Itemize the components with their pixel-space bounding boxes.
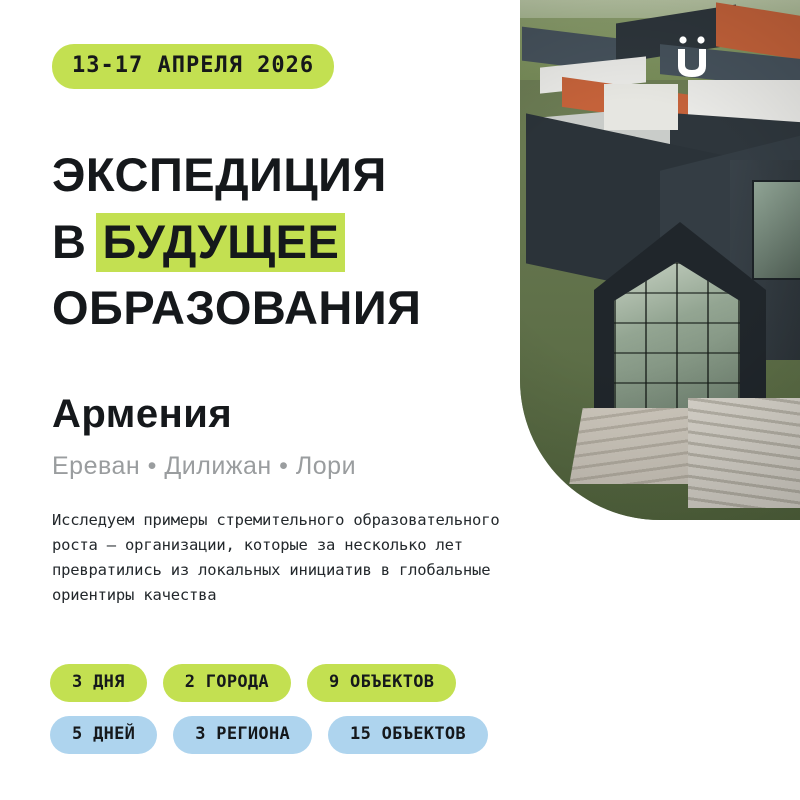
date-badge-label: 13-17 АПРЕЛЯ 2026	[72, 53, 315, 78]
side-window	[752, 180, 800, 280]
hero-photo	[520, 0, 800, 520]
headline-line-2	[52, 209, 502, 276]
stat-chip: 3 РЕГИОНА	[173, 716, 312, 754]
page-title	[52, 142, 502, 342]
stat-chip: 15 ОБЪЕКТОВ	[328, 716, 488, 754]
headline-line-3: ОБРАЗОВАНИЯ	[52, 281, 422, 335]
stat-chip: 3 ДНЯ	[50, 664, 147, 702]
cities-label: Ереван • Дилижан • Лори	[52, 452, 357, 480]
headline-line-2-prefix: В	[52, 214, 87, 268]
stat-chip: 2 ГОРОДА	[163, 664, 291, 702]
description-text: Исследуем примеры стремительного образовательного роста — организации, которые за несколько лет превратились из локальных инициатив в глобальные ориентиры качества	[52, 511, 500, 605]
country-label: Армения	[52, 392, 233, 436]
stat-chip-row-blue	[50, 716, 750, 754]
date-badge	[52, 44, 334, 89]
stat-chip: 9 ОБЪЕКТОВ	[307, 664, 456, 702]
stat-chip-group	[50, 664, 750, 768]
building-wall	[604, 84, 678, 130]
stat-chip: 5 ДНЕЙ	[50, 716, 157, 754]
entrance-stairs	[688, 398, 800, 508]
headline-line-1: ЭКСПЕДИЦИЯ	[52, 148, 387, 201]
stat-chip-row-green	[50, 664, 750, 702]
headline-line-2-highlight: БУДУЩЕЕ	[96, 213, 345, 272]
u-logo-icon	[672, 34, 712, 80]
